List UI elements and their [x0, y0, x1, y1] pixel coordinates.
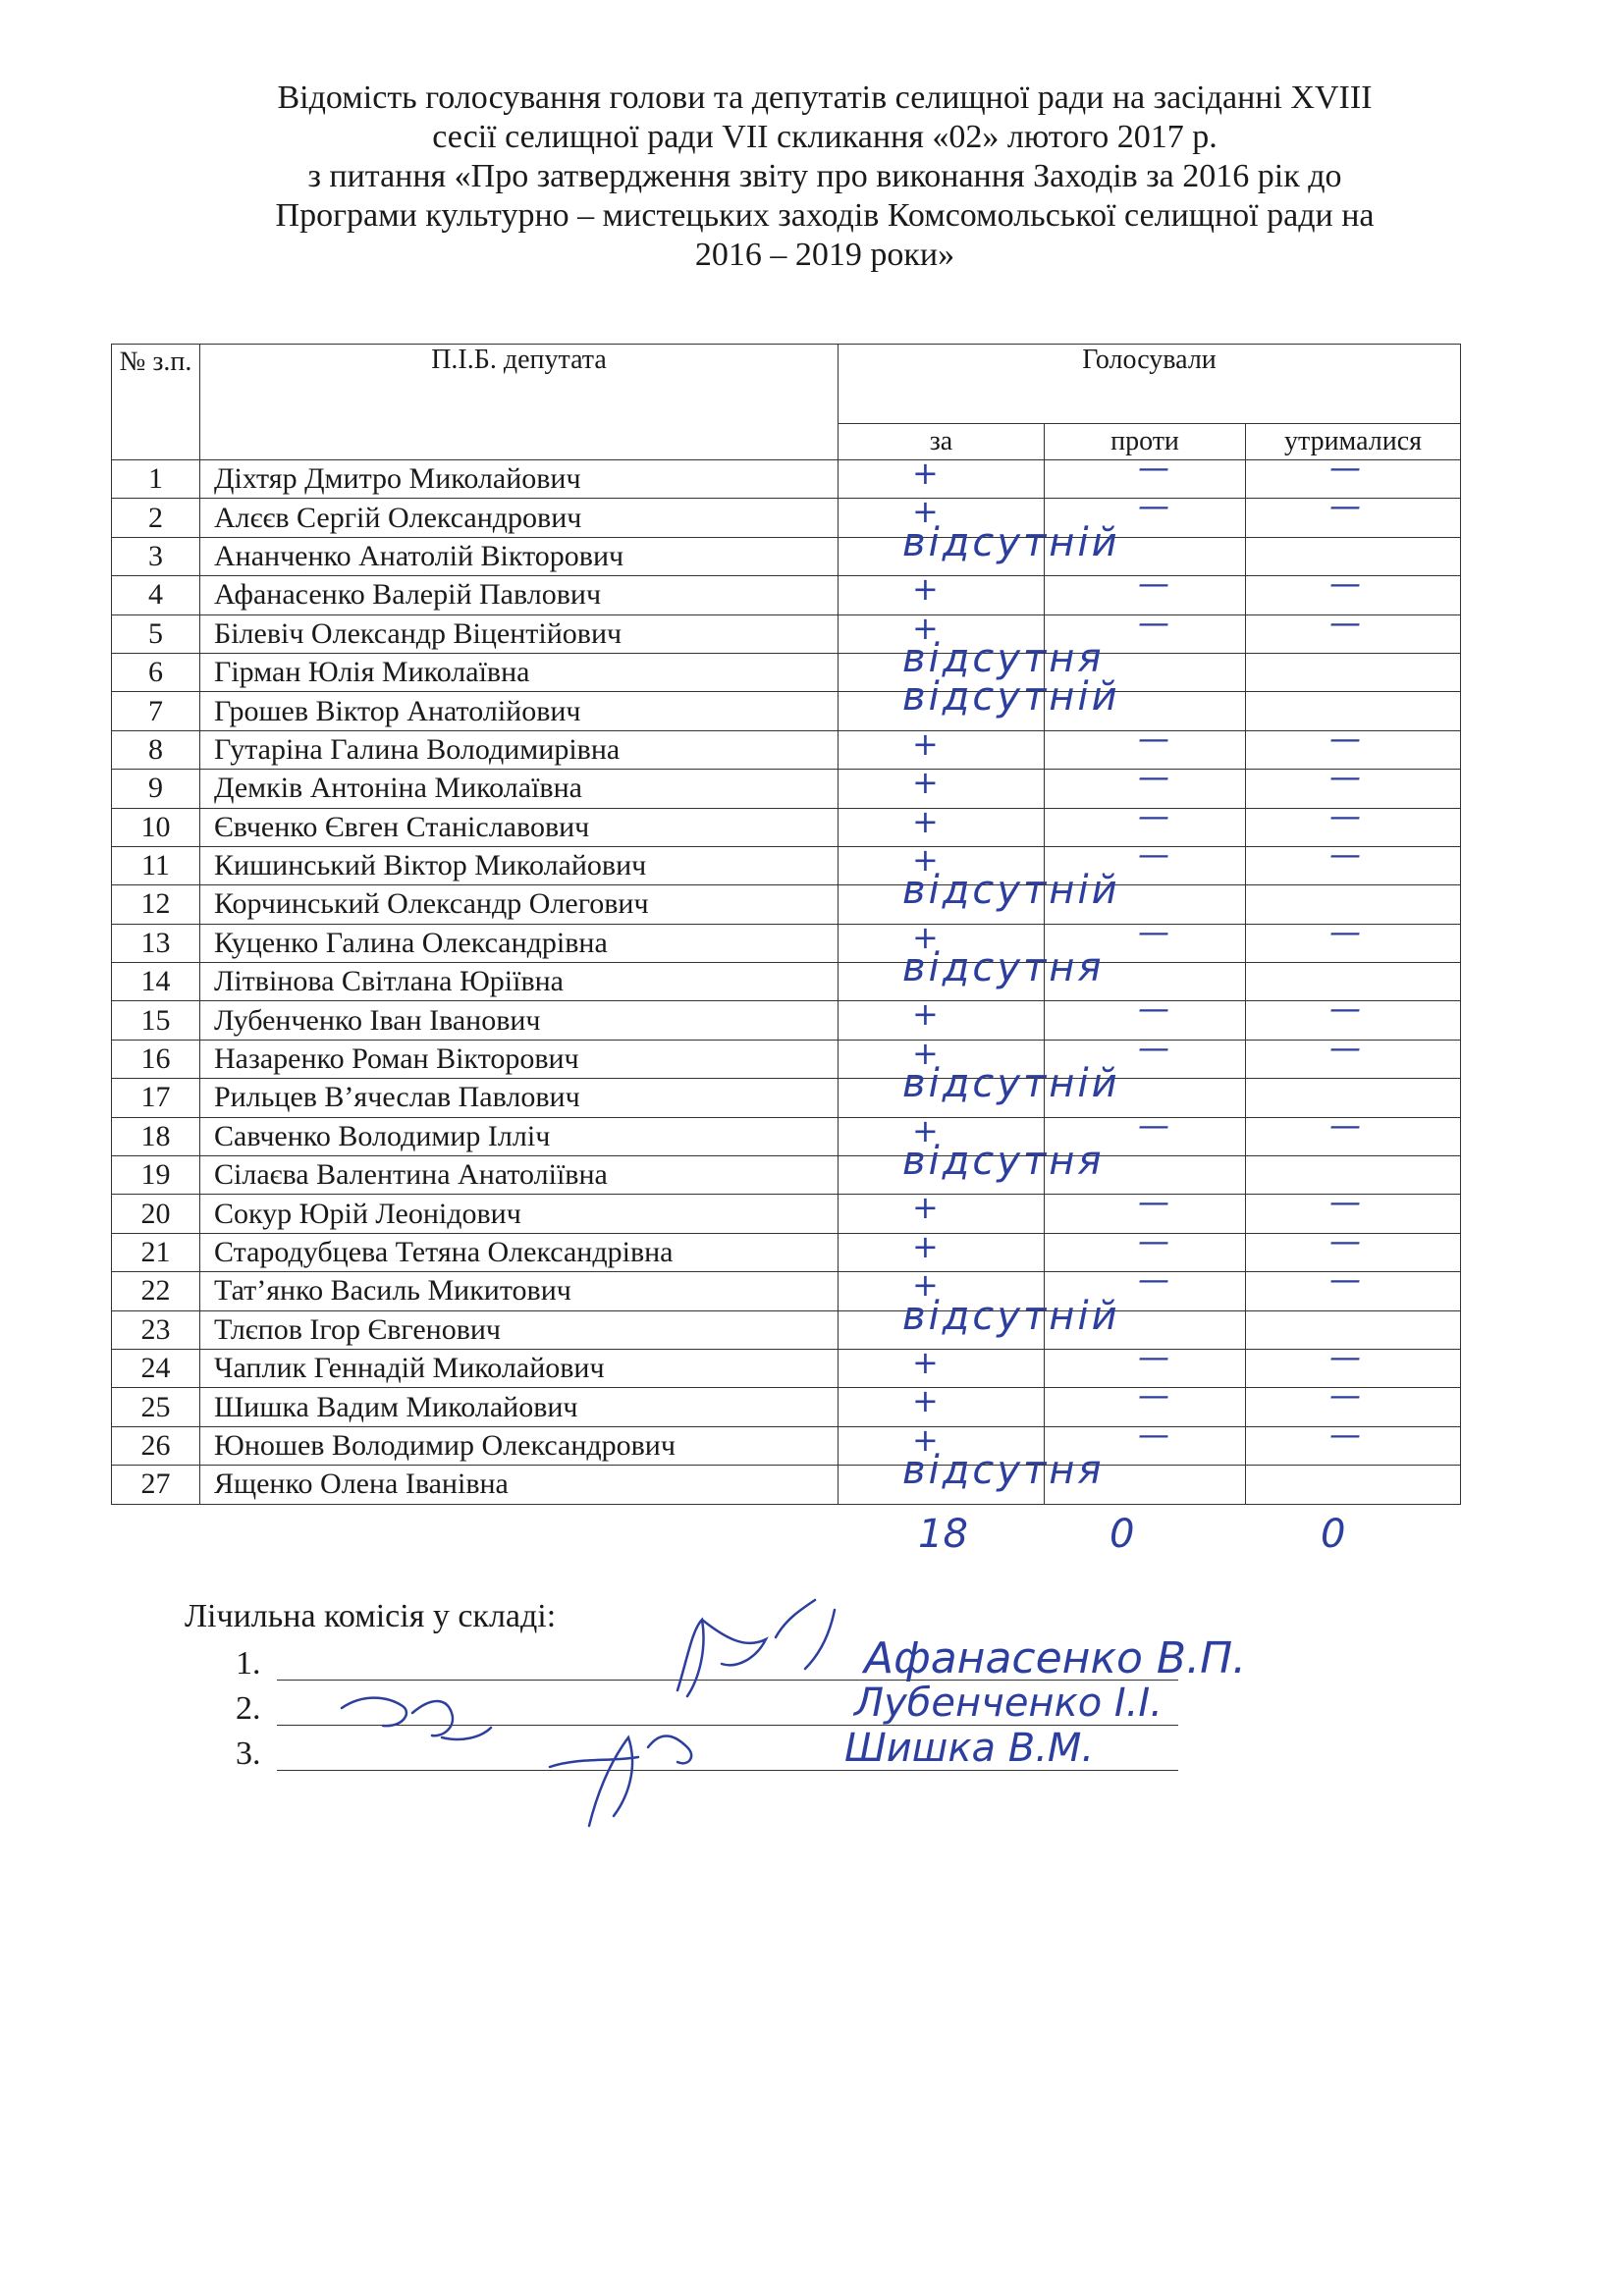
row-number: 24 — [112, 1349, 200, 1387]
vote-for-mark: + — [912, 1227, 939, 1265]
vote-for-mark: + — [912, 1382, 939, 1420]
deputy-name: Білевіч Олександр Віцентійович — [200, 614, 839, 653]
vote-for-mark: + — [912, 764, 939, 802]
absent-mark: відсутній — [902, 868, 1120, 914]
vote-for-mark: + — [912, 609, 939, 647]
absent-mark: відсутня — [902, 635, 1105, 681]
absent-mark: відсутня — [902, 945, 1105, 991]
signature-name: Шишка В.М. — [844, 1726, 1095, 1771]
vote-abstain-mark: — — [1329, 449, 1361, 486]
title-line: з питання «Про затвердження звіту про виконання Заходів за 2016 рік до — [307, 158, 1342, 194]
deputy-name: Літвінова Світлана Юріївна — [200, 963, 839, 1001]
title-line: Програми культурно – мистецьких заходів Комсомольської селищної ради на — [275, 197, 1375, 234]
commission-label: Лічильна комісія у складі: — [185, 1598, 557, 1634]
vote-against-mark: — — [1138, 564, 1169, 603]
deputy-name: Шишка Вадим Миколайович — [200, 1388, 839, 1426]
total-abstain: 0 — [1321, 1512, 1346, 1557]
row-number: 17 — [112, 1079, 200, 1117]
deputy-name: Стародубцева Тетяна Олександрівна — [200, 1233, 839, 1271]
row-number: 25 — [112, 1388, 200, 1426]
commission-line-number: 1. — [236, 1645, 261, 1682]
deputy-name: Лубенченко Іван Іванович — [200, 1001, 839, 1040]
deputy-name: Рильцев В’ячеслав Павлович — [200, 1079, 839, 1117]
vote-for-mark: + — [912, 995, 939, 1034]
vote-abstain-mark: — — [1329, 564, 1361, 603]
row-number: 2 — [112, 499, 200, 537]
deputy-name: Демків Антоніна Миколаївна — [200, 770, 839, 808]
header-against: проти — [1045, 424, 1246, 460]
deputy-name: Алєєв Сергій Олександрович — [200, 499, 839, 537]
row-number: 3 — [112, 537, 200, 575]
deputy-name: Сілаєва Валентина Анатоліївна — [200, 1156, 839, 1195]
vote-for-mark: + — [912, 1343, 939, 1381]
vote-abstain-mark: — — [1329, 603, 1361, 641]
deputy-name: Гірман Юлія Миколаївна — [200, 653, 839, 691]
vote-for-mark: + — [912, 724, 939, 763]
vote-abstain-mark: — — [1329, 1337, 1361, 1375]
row-number: 20 — [112, 1195, 200, 1233]
vote-abstain-mark: — — [1329, 758, 1361, 796]
vote-abstain-mark: — — [1329, 1105, 1361, 1144]
vote-against-mark: — — [1138, 1337, 1169, 1375]
row-number: 12 — [112, 885, 200, 924]
signature-name: Афанасенко В.П. — [864, 1633, 1247, 1683]
vote-for-mark: + — [912, 570, 939, 609]
deputy-name: Діхтяр Дмитро Миколайович — [200, 460, 839, 499]
vote-abstain-mark: — — [1329, 912, 1361, 950]
header-for: за — [839, 424, 1045, 460]
vote-for-mark: + — [912, 1189, 939, 1227]
vote-against-mark: — — [1138, 719, 1169, 757]
vote-against-mark: — — [1138, 758, 1169, 796]
absent-mark: відсутній — [902, 1293, 1120, 1339]
deputy-name: Тат’янко Василь Микитович — [200, 1272, 839, 1310]
absent-mark: відсутній — [902, 1061, 1120, 1107]
deputy-name: Тлєпов Ігор Євгенович — [200, 1310, 839, 1349]
row-number: 15 — [112, 1001, 200, 1040]
vote-for-mark: + — [912, 454, 939, 492]
header-number: № з.п. — [112, 345, 200, 460]
absent-mark: відсутній — [902, 674, 1120, 721]
row-number: 6 — [112, 653, 200, 691]
row-number: 5 — [112, 614, 200, 653]
signature-scribble — [677, 1600, 835, 1696]
row-number: 18 — [112, 1117, 200, 1155]
vote-against-mark: — — [1138, 603, 1169, 641]
absent-mark: відсутній — [902, 519, 1120, 565]
row-number: 11 — [112, 846, 200, 884]
vote-against-mark: — — [1138, 1221, 1169, 1259]
deputy-name: Корчинський Олександр Олегович — [200, 885, 839, 924]
vote-abstain-mark: — — [1329, 796, 1361, 834]
title-line: Відомість голосування голови та депутатів селищної ради на засіданні XVIII — [277, 80, 1373, 116]
deputy-name: Ананченко Анатолій Вікторович — [200, 537, 839, 575]
deputy-name: Куценко Галина Олександрівна — [200, 924, 839, 962]
row-number: 14 — [112, 963, 200, 1001]
vote-against-mark: — — [1138, 1415, 1169, 1453]
vote-abstain-mark: — — [1329, 487, 1361, 525]
vote-abstain-mark: — — [1329, 719, 1361, 757]
commission-line-number: 2. — [236, 1690, 261, 1727]
deputy-name: Грошев Віктор Анатолійович — [200, 692, 839, 730]
total-against: 0 — [1110, 1512, 1135, 1557]
header-name: П.І.Б. депутата — [200, 345, 839, 460]
vote-abstain-mark: — — [1329, 1221, 1361, 1259]
total-for: 18 — [918, 1512, 968, 1557]
vote-abstain-mark: — — [1329, 1028, 1361, 1066]
deputy-name: Афанасенко Валерій Павлович — [200, 576, 839, 614]
vote-against-mark: — — [1138, 1028, 1169, 1066]
vote-abstain-mark: — — [1329, 1183, 1361, 1221]
vote-for-mark: + — [912, 1111, 939, 1149]
row-number: 22 — [112, 1272, 200, 1310]
signature-name: Лубенченко І.І. — [854, 1681, 1163, 1726]
vote-for-mark: + — [912, 918, 939, 956]
deputy-name: Сокур Юрій Леонідович — [200, 1195, 839, 1233]
deputy-name: Юношев Володимир Олександрович — [200, 1426, 839, 1465]
vote-abstain-mark: — — [1329, 1376, 1361, 1415]
vote-for-mark: + — [912, 840, 939, 879]
signature-scribble — [550, 1735, 691, 1826]
vote-for-mark: + — [912, 1420, 939, 1459]
deputy-name: Назаренко Роман Вікторович — [200, 1040, 839, 1078]
vote-abstain-mark: — — [1329, 1260, 1361, 1299]
row-number: 16 — [112, 1040, 200, 1078]
vote-against-mark: — — [1138, 1105, 1169, 1144]
vote-against-mark: — — [1138, 912, 1169, 950]
row-number: 13 — [112, 924, 200, 962]
deputy-name: Євченко Євген Станіславович — [200, 808, 839, 846]
row-number: 1 — [112, 460, 200, 499]
row-number: 21 — [112, 1233, 200, 1271]
deputy-name: Кишинський Віктор Миколайович — [200, 846, 839, 884]
vote-against-mark: — — [1138, 1376, 1169, 1415]
title-line: сесії селищної ради VII скликання «02» лютого 2017 р. — [432, 119, 1218, 155]
commission-line-number: 3. — [236, 1735, 261, 1772]
vote-against-mark: — — [1138, 834, 1169, 873]
vote-for-mark: + — [912, 802, 939, 840]
vote-for-mark: + — [912, 1266, 939, 1305]
deputy-name: Чаплик Геннадій Миколайович — [200, 1349, 839, 1387]
vote-against-mark: — — [1138, 449, 1169, 486]
row-number: 19 — [112, 1156, 200, 1195]
vote-against-mark: — — [1138, 989, 1169, 1028]
signature-scribble — [342, 1698, 491, 1739]
absent-mark: відсутня — [902, 1139, 1105, 1185]
row-number: 7 — [112, 692, 200, 730]
deputy-name: Гутаріна Галина Володимирівна — [200, 730, 839, 769]
row-number: 27 — [112, 1466, 200, 1504]
vote-abstain-mark: — — [1329, 1415, 1361, 1453]
title-line: 2016 – 2019 роки» — [694, 237, 955, 273]
header-abstain: утрималися — [1246, 424, 1461, 460]
vote-abstain-mark: — — [1329, 989, 1361, 1028]
row-number: 10 — [112, 808, 200, 846]
vote-against-mark: — — [1138, 1183, 1169, 1221]
vote-against-mark: — — [1138, 487, 1169, 525]
vote-abstain-mark: — — [1329, 834, 1361, 873]
deputy-name: Савченко Володимир Ілліч — [200, 1117, 839, 1155]
vote-for-mark: + — [912, 493, 939, 531]
absent-mark: відсутня — [902, 1448, 1105, 1494]
deputy-name: Ященко Олена Іванівна — [200, 1466, 839, 1504]
row-number: 4 — [112, 576, 200, 614]
row-number: 9 — [112, 770, 200, 808]
row-number: 8 — [112, 730, 200, 769]
vote-against-mark: — — [1138, 796, 1169, 834]
row-number: 26 — [112, 1426, 200, 1465]
row-number: 23 — [112, 1310, 200, 1349]
vote-for-mark: + — [912, 1034, 939, 1072]
vote-against-mark: — — [1138, 1260, 1169, 1299]
header-voted: Голосували — [839, 345, 1461, 424]
